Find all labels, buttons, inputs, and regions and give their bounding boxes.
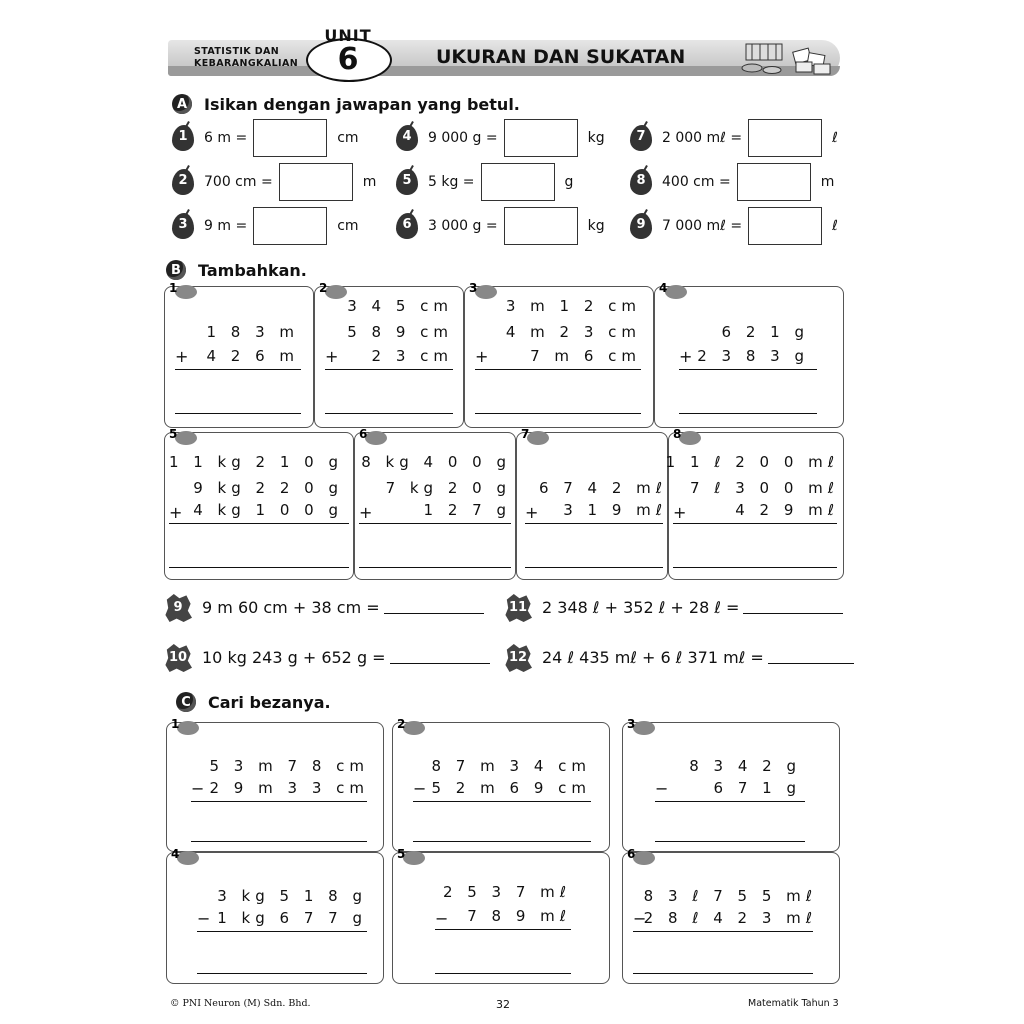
operand-line: 5 2 m 6 9 cm	[431, 779, 591, 797]
minus-sign: −	[435, 909, 449, 928]
conversion-item	[172, 162, 376, 202]
answer-line[interactable]	[435, 973, 571, 974]
answer-unit: ℓ	[832, 218, 838, 234]
box-number: 8	[673, 427, 682, 441]
operand-line: 4 2 6 m	[206, 347, 299, 365]
box-number: 7	[521, 427, 530, 441]
conversion-expression: 700 cm =	[204, 174, 273, 190]
leaf-number-icon: 7	[630, 125, 652, 151]
subtraction-box	[166, 717, 384, 852]
box-number: 5	[397, 847, 406, 861]
minus-sign: −	[413, 779, 427, 798]
box-tab	[527, 431, 549, 445]
operand-line: 9 kg 2 2 0 g	[193, 479, 343, 497]
plus-sign: +	[679, 347, 693, 366]
operand-line: 7 ℓ 3 0 0 mℓ	[689, 479, 839, 497]
conversion-item	[630, 206, 838, 246]
word-problem-text: 9 m 60 cm + 38 cm =	[202, 597, 380, 617]
box-tab	[175, 431, 197, 445]
section-b-heading	[166, 260, 307, 280]
operand-line: 1 1 kg 2 1 0 g	[168, 453, 343, 471]
subtraction-box	[392, 847, 610, 984]
answer-line[interactable]	[655, 841, 805, 842]
leaf-number-icon: 1	[172, 125, 194, 151]
operand-line: 2 5 3 7 mℓ	[442, 883, 571, 901]
unit-badge	[302, 28, 394, 86]
box-tab	[175, 285, 197, 299]
sum-rule	[673, 523, 837, 524]
page-number: 32	[496, 998, 510, 1011]
section-b-ball: B	[166, 260, 186, 280]
answer-unit: m	[362, 174, 377, 190]
leaf-number-icon: 9	[630, 213, 652, 239]
sum-rule	[525, 523, 663, 524]
addition-box	[314, 281, 464, 428]
answer-unit: m	[820, 174, 835, 190]
answer-unit: kg	[587, 130, 605, 146]
operand-line: 1 2 7 g	[423, 501, 511, 519]
box-tab	[403, 851, 425, 865]
box-tab	[475, 285, 497, 299]
box-tab	[365, 431, 387, 445]
plus-sign: +	[673, 503, 687, 522]
plus-sign: +	[475, 347, 489, 366]
topic-line-2: KEBARANGKALIAN	[194, 58, 299, 69]
difference-rule	[633, 931, 813, 932]
operand-line: 3 1 9 mℓ	[563, 501, 667, 519]
box-tab	[325, 285, 347, 299]
difference-rule	[191, 801, 367, 802]
subtraction-box	[622, 717, 840, 852]
box-number: 5	[169, 427, 178, 441]
weights-and-measures-icon	[738, 38, 834, 76]
splash-number-icon: 12	[504, 642, 532, 672]
operand-line: 2 3 cm	[371, 347, 453, 365]
operand-line: 1 kg 6 7 7 g	[217, 909, 367, 927]
answer-unit: kg	[587, 218, 605, 234]
box-number: 3	[469, 281, 478, 295]
difference-rule	[197, 931, 367, 932]
unit-word: UNIT	[324, 26, 372, 45]
sum-rule	[359, 523, 511, 524]
answer-box[interactable]	[504, 207, 578, 245]
box-number: 1	[169, 281, 178, 295]
unit-number: 6	[337, 42, 359, 77]
sum-rule	[169, 523, 349, 524]
conversion-item	[630, 118, 838, 158]
operand-line: 4 m 2 3 cm	[505, 323, 641, 341]
operand-line: 5 3 m 7 8 cm	[209, 757, 369, 775]
answer-line[interactable]	[325, 413, 453, 414]
word-problem-text: 10 kg 243 g + 652 g =	[202, 647, 386, 667]
section-a-instruction: Isikan dengan jawapan yang betul.	[204, 94, 520, 114]
difference-rule	[413, 801, 591, 802]
conversion-item	[396, 118, 605, 158]
answer-blank[interactable]	[743, 600, 843, 614]
topic-line-1: STATISTIK DAN	[194, 46, 280, 57]
word-problem	[504, 592, 843, 622]
conversion-item	[172, 206, 359, 246]
conversion-item	[396, 162, 573, 202]
topic-label	[194, 46, 298, 70]
splash-number-icon: 11	[504, 592, 532, 622]
answer-line[interactable]	[679, 413, 817, 414]
answer-unit: cm	[337, 218, 359, 234]
sum-rule	[325, 369, 453, 370]
answer-blank[interactable]	[390, 650, 490, 664]
box-number: 6	[627, 847, 636, 861]
difference-rule	[435, 929, 571, 930]
sum-rule	[475, 369, 641, 370]
answer-box[interactable]	[737, 163, 811, 201]
conversion-expression: 5 kg =	[428, 174, 475, 190]
box-tab	[665, 285, 687, 299]
box-tab	[177, 721, 199, 735]
section-c-heading	[176, 692, 331, 712]
operand-line: 8 3 ℓ 7 5 5 mℓ	[643, 887, 817, 905]
answer-line[interactable]	[475, 413, 641, 414]
answer-unit: ℓ	[832, 130, 838, 146]
section-b-instruction: Tambahkan.	[198, 260, 307, 280]
answer-line[interactable]	[359, 567, 511, 568]
word-problem-text: 24 ℓ 435 mℓ + 6 ℓ 371 mℓ =	[542, 647, 764, 667]
addition-box	[665, 427, 844, 580]
footer-book-title: Matematik Tahun 3	[748, 998, 839, 1009]
leaf-number-icon: 5	[396, 169, 418, 195]
operand-line: 4 2 9 mℓ	[735, 501, 839, 519]
answer-unit: g	[564, 174, 574, 190]
operand-line: 7 kg 2 0 g	[385, 479, 511, 497]
answer-blank[interactable]	[768, 650, 854, 664]
operand-line: 8 7 m 3 4 cm	[431, 757, 591, 775]
answer-line[interactable]	[673, 567, 837, 568]
operand-line: 1 8 3 m	[206, 323, 299, 341]
conversion-item	[396, 206, 605, 246]
answer-box[interactable]	[253, 207, 327, 245]
difference-rule	[655, 801, 805, 802]
box-number: 3	[627, 717, 636, 731]
operand-line: 3 4 5 cm	[347, 297, 453, 315]
answer-line[interactable]	[197, 973, 367, 974]
word-problem	[504, 642, 854, 672]
answer-box[interactable]	[279, 163, 353, 201]
operand-line: 2 9 m 3 3 cm	[209, 779, 369, 797]
conversion-item	[172, 118, 359, 158]
splash-number-icon: 9	[164, 592, 192, 622]
leaf-number-icon: 6	[396, 213, 418, 239]
word-problem-text: 2 348 ℓ + 352 ℓ + 28 ℓ =	[542, 597, 740, 617]
splash-number-icon: 10	[164, 642, 192, 672]
conversion-expression: 7 000 mℓ =	[662, 218, 743, 234]
conversion-expression: 9 m =	[204, 218, 248, 234]
leaf-number-icon: 3	[172, 213, 194, 239]
operand-line: 3 kg 5 1 8 g	[217, 887, 367, 905]
addition-box	[164, 281, 314, 428]
operand-line: 6 7 1 g	[713, 779, 801, 797]
leaf-number-icon: 8	[630, 169, 652, 195]
addition-box	[464, 281, 654, 428]
subtraction-box	[392, 717, 610, 852]
box-number: 6	[359, 427, 368, 441]
minus-sign: −	[655, 779, 669, 798]
box-number: 1	[171, 717, 180, 731]
section-c-ball: C	[176, 692, 196, 712]
box-number: 2	[319, 281, 328, 295]
operand-line: 2 3 8 3 g	[697, 347, 809, 365]
operand-line: 1 1 ℓ 2 0 0 mℓ	[665, 453, 839, 471]
box-number: 4	[659, 281, 668, 295]
conversion-item	[630, 162, 834, 202]
answer-line[interactable]	[169, 567, 349, 568]
addition-box	[654, 281, 844, 428]
conversion-expression: 9 000 g =	[428, 130, 498, 146]
box-number: 2	[397, 717, 406, 731]
page-title: UKURAN DAN SUKATAN	[436, 46, 686, 68]
addition-box	[164, 427, 354, 580]
sum-rule	[679, 369, 817, 370]
answer-line[interactable]	[525, 567, 663, 568]
word-problem	[164, 642, 490, 672]
answer-blank[interactable]	[384, 600, 484, 614]
operand-line: 2 8 ℓ 4 2 3 mℓ	[643, 909, 817, 927]
answer-box[interactable]	[748, 207, 822, 245]
answer-line[interactable]	[633, 973, 813, 974]
plus-sign: +	[175, 347, 189, 366]
answer-box[interactable]	[504, 119, 578, 157]
addition-box	[516, 427, 668, 580]
section-a-heading	[172, 94, 520, 114]
section-a-ball: A	[172, 94, 192, 114]
operand-line: 5 8 9 cm	[347, 323, 453, 341]
minus-sign: −	[191, 779, 205, 798]
operand-line: 6 7 4 2 mℓ	[538, 479, 667, 497]
leaf-number-icon: 4	[396, 125, 418, 151]
box-tab	[633, 721, 655, 735]
conversion-expression: 2 000 mℓ =	[662, 130, 743, 146]
answer-box[interactable]	[253, 119, 327, 157]
operand-line: 3 m 1 2 cm	[505, 297, 641, 315]
operand-line: 4 kg 1 0 0 g	[193, 501, 343, 519]
plus-sign: +	[325, 347, 339, 366]
answer-unit: cm	[337, 130, 359, 146]
minus-sign: −	[197, 909, 211, 928]
addition-box	[354, 427, 516, 580]
operand-line: 6 2 1 g	[721, 323, 809, 341]
box-tab	[403, 721, 425, 735]
footer-copyright: © PNI Neuron (M) Sdn. Bhd.	[170, 998, 311, 1009]
box-number: 4	[171, 847, 180, 861]
subtraction-box	[622, 847, 840, 984]
box-tab	[633, 851, 655, 865]
conversion-expression: 6 m =	[204, 130, 248, 146]
answer-line[interactable]	[191, 841, 367, 842]
operand-line: 7 m 6 cm	[530, 347, 641, 365]
box-tab	[177, 851, 199, 865]
unit-header-banner	[168, 26, 840, 80]
conversion-expression: 3 000 g =	[428, 218, 498, 234]
operand-line: 8 3 4 2 g	[689, 757, 801, 775]
answer-box[interactable]	[481, 163, 555, 201]
leaf-number-icon: 2	[172, 169, 194, 195]
conversion-expression: 400 cm =	[662, 174, 731, 190]
sum-rule	[175, 369, 301, 370]
minus-sign: −	[633, 909, 647, 928]
section-c-instruction: Cari bezanya.	[208, 692, 331, 712]
answer-line[interactable]	[413, 841, 591, 842]
answer-box[interactable]	[748, 119, 822, 157]
word-problem	[164, 592, 484, 622]
operand-line: 8 kg 4 0 0 g	[361, 453, 511, 471]
subtraction-box	[166, 847, 384, 984]
answer-line[interactable]	[175, 413, 301, 414]
operand-line: 7 8 9 mℓ	[467, 907, 571, 925]
plus-sign: +	[169, 503, 183, 522]
plus-sign: +	[359, 503, 373, 522]
box-tab	[679, 431, 701, 445]
plus-sign: +	[525, 503, 539, 522]
